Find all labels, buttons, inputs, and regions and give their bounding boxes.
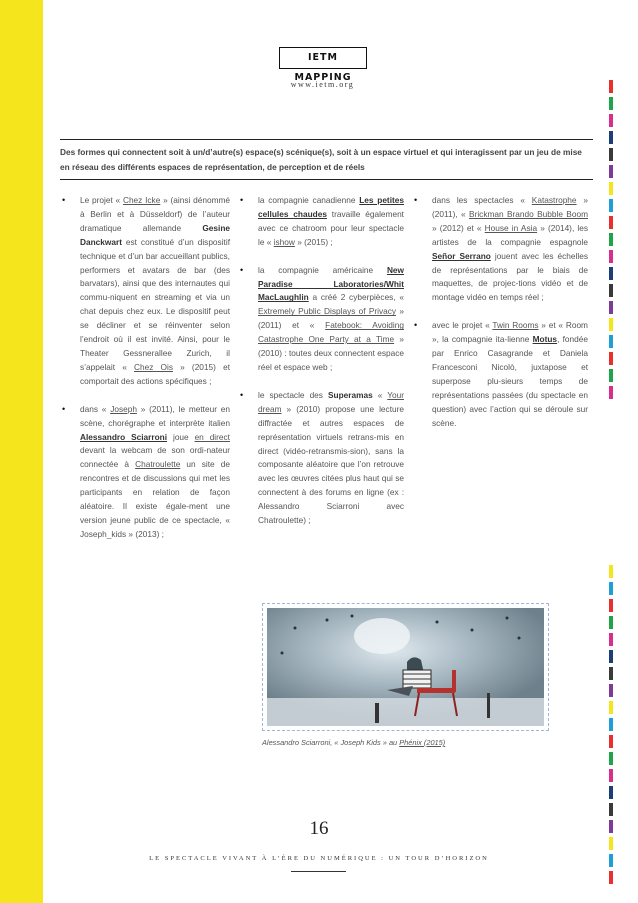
link-new-paradise-laboratories[interactable]: New Paradise Laboratories/Whit MacLaughlin [258, 264, 404, 303]
side-color-stripes-bottom [609, 565, 613, 888]
color-stripe [609, 80, 613, 93]
list-item: • la compagnie canadienne Les petites cellules chaudes travaille également avec ce chatroom pour leur spectacle le « ishow » (2015) ; [238, 194, 404, 250]
link-chatroulette[interactable]: Chatroulette [135, 459, 181, 470]
header-title: IETM MAPPING [294, 52, 352, 83]
color-stripe [609, 199, 613, 212]
color-stripe [609, 820, 613, 833]
color-stripe [609, 718, 613, 731]
link-brickman-brando[interactable]: Brickman Brando Bubble Boom [469, 208, 588, 219]
color-stripe [609, 165, 613, 178]
color-stripe [609, 131, 613, 144]
color-stripe [609, 735, 613, 748]
color-stripe [609, 386, 613, 399]
list-item: • avec le projet « Twin Rooms » et « Room », la compagnie ita-lienne Motus, fondée par Enrico Casagrande et Daniela Francesconi Nicolò, juxtapose et superpose plu-sieurs temps de représentations passées (du spectacle en question) avec l’action qui se déroule sur scène. [412, 319, 588, 430]
color-stripe [609, 803, 613, 816]
color-stripe [609, 284, 613, 297]
color-stripe [609, 250, 613, 263]
link-en-direct[interactable]: en direct [194, 431, 230, 442]
photo-frame [262, 603, 549, 731]
color-stripe [609, 182, 613, 195]
color-stripe [609, 752, 613, 765]
color-stripe [609, 233, 613, 246]
column-3 [412, 194, 588, 445]
color-stripe [609, 565, 613, 578]
color-stripe [609, 701, 613, 714]
color-stripe [609, 786, 613, 799]
color-stripe [609, 667, 613, 680]
photo-caption: Alessandro Sciarroni, « Joseph Kids » au Phénix (2015) [262, 738, 446, 747]
link-fatebook[interactable]: Fatebook: Avoiding Catastrophe One Party at a Time [258, 320, 404, 345]
color-stripe [609, 650, 613, 663]
list-item: • le spectacle des Superamas « Your dream » (2010) propose une lecture diffractée et autres espaces de représentation virtuels retrans-mis en direct (vidéo-retransmis-sion), sans la composante aléatoire que l’on retrouve avec les œuvres citées plus haut qui se connectent à des forums en ligne (ex : Alessandro Sciarroni avec Chatroulette) ; [238, 389, 404, 528]
link-twin-rooms[interactable]: Twin Rooms [492, 320, 539, 331]
color-stripe [609, 684, 613, 697]
list-item: • Le projet « Chez Icke » (ainsi dénommé à Berlin et à Düsseldorf) de l’auteur dramatique allemande Gesine Danckwart est constitué d’un dispositif technique et d’un bar accueillant publics, performers et avatars de bar (des barvatars), ainsi que des internautes qui commu-niquent en streaming et via un chat depuis chez eux. Le dispositif peut se décliner et se réinventer selon l’endroit où il est invité. Ainsi, pour le Theater Gessnerallee Zurich, il s’appelait « Chez Ois » (2015) et comportait des actions spécifiques ; [60, 194, 230, 389]
link-motus[interactable]: Motus [532, 334, 558, 345]
link-chez-icke[interactable]: Chez Icke [122, 195, 161, 205]
color-stripe [609, 148, 613, 161]
color-stripe [609, 854, 613, 867]
link-katastrophe[interactable]: Katastrophe [531, 195, 577, 205]
color-stripe [609, 769, 613, 782]
yellow-side-bar [0, 0, 43, 903]
list-item: • la compagnie américaine New Paradise Laboratories/Whit MacLaughlin a créé 2 cyberpièces, « Extremely Public Displays of Privacy » (2011) et « Fatebook: Avoiding Catastrophe One Party at a Time » (2010) : toutes deux connectent espace réel et espace web ; [238, 264, 404, 375]
stage-photo-illustration [267, 608, 544, 726]
color-stripe [609, 97, 613, 110]
color-stripe [609, 318, 613, 331]
company-name: Superamas [327, 389, 373, 400]
color-stripe [609, 616, 613, 629]
color-stripe [609, 633, 613, 646]
footer-title: LE SPECTACLE VIVANT À L’ÈRE DU NUMÉRIQUE : UN TOUR D’HORIZON [149, 855, 489, 862]
stage-photo [267, 608, 544, 726]
header-title-box [279, 47, 367, 83]
link-extremely-public[interactable]: Extremely Public Displays of Privacy [258, 306, 397, 317]
color-stripe [609, 871, 613, 884]
color-stripe [609, 837, 613, 850]
column-2 [238, 194, 404, 542]
header-url[interactable]: www.ietm.org [290, 80, 355, 89]
link-house-in-asia[interactable]: House in Asia [484, 222, 538, 233]
link-les-petites-cellules-chaudes[interactable]: Les petites cellules chaudes [258, 195, 404, 219]
color-stripe [609, 582, 613, 595]
link-chez-ois[interactable]: Chez Ois [134, 361, 173, 372]
link-your-dream[interactable]: Your dream [258, 389, 404, 414]
side-color-stripes-top [609, 80, 613, 403]
artist-name: Gesine Danckwart [80, 222, 230, 247]
link-senor-serrano[interactable]: Señor Serrano [432, 250, 491, 261]
link-ishow[interactable]: ishow [273, 236, 295, 247]
page-number: 16 [309, 818, 329, 839]
link-phenix[interactable]: Phénix (2015) [399, 738, 446, 747]
color-stripe [609, 599, 613, 612]
color-stripe [609, 114, 613, 127]
list-item: • dans « Joseph » (2011), le metteur en scène, chorégraphe et interprète italien Alessandro Sciarroni joue en direct devant la webcam de son ordi-nateur connectée à Chatroulette un site de rencontres et de discussions qui met les participants en relation de façon aléatoire. Il existe égale-ment une version jeune public de ce spectacle, « Joseph_kids » (2013) ; [60, 403, 230, 542]
link-alessandro-sciarroni[interactable]: Alessandro Sciarroni [80, 431, 168, 442]
color-stripe [609, 352, 613, 365]
link-joseph[interactable]: Joseph [110, 403, 137, 414]
list-item: • dans les spectacles « Katastrophe » (2011), « Brickman Brando Bubble Boom » (2012) et « House in Asia » (2014), les artistes de la compagnie espagnole Señor Serrano jouent avec les échelles de représentations par le biais de maquettes, de projec-tions vidéo et de montage vidéo en temps réel ; [412, 194, 588, 305]
color-stripe [609, 369, 613, 382]
color-stripe [609, 335, 613, 348]
color-stripe [609, 267, 613, 280]
column-1 [60, 194, 230, 556]
color-stripe [609, 301, 613, 314]
color-stripe [609, 216, 613, 229]
footer-divider [291, 871, 346, 872]
intro-heading: Des formes qui connectent soit à un/d’autre(s) espace(s) scénique(s), soit à un espace virtuel et qui interagissent par un jeu de mise en réseau des différents espaces de représentation, de perception et de réels [60, 139, 593, 180]
